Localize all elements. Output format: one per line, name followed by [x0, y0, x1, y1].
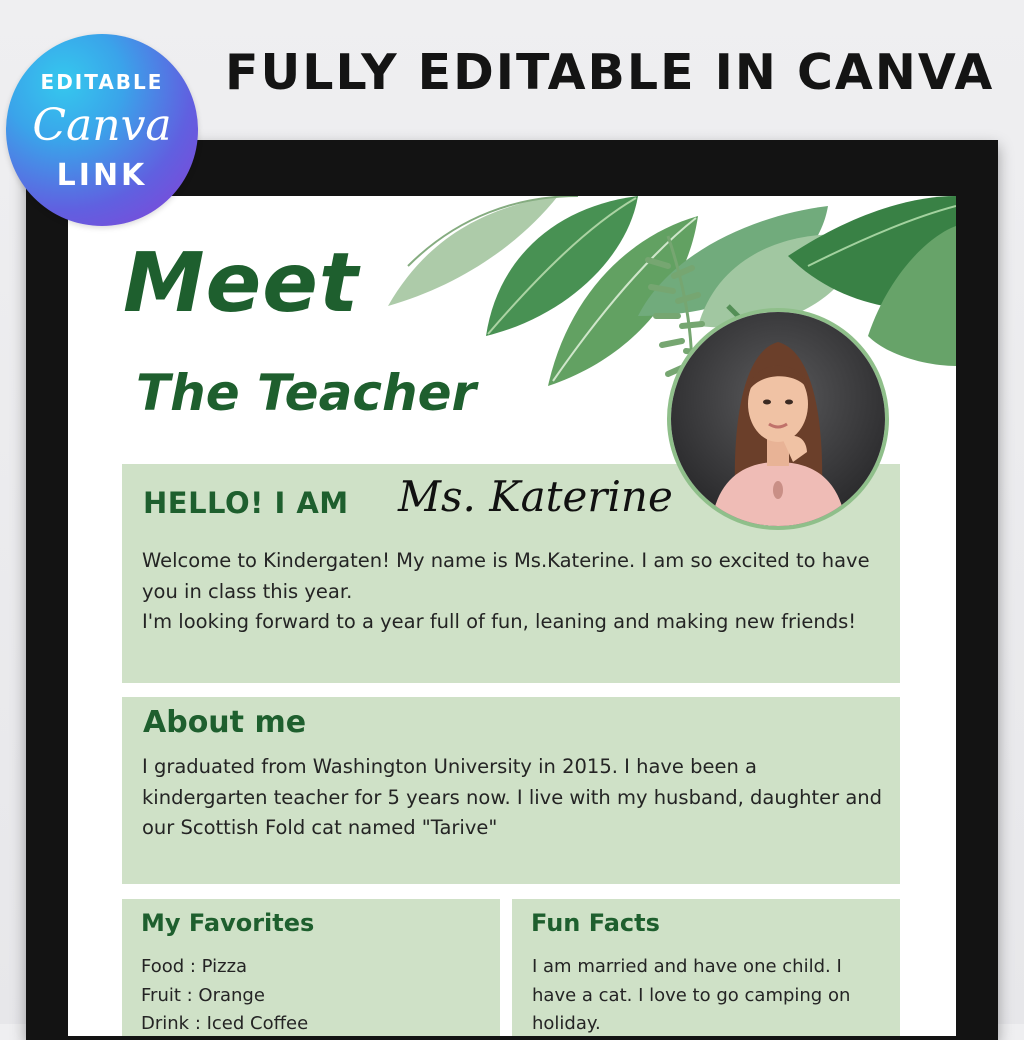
fun-facts-text: I am married and have one child. I have a cat. I love to go camping on holiday. [532, 956, 851, 1034]
fun-facts-panel [512, 899, 900, 1036]
badge-line-canva: Canva [32, 100, 172, 151]
teacher-signature: Ms. Katerine [398, 472, 673, 521]
about-heading: About me [143, 705, 307, 740]
fun-facts-heading: Fun Facts [531, 909, 660, 937]
about-text: I graduated from Washington University in 2015. I have been a kindergarten teacher for 5 years now. I live with my husband, daughter and our Scottish Fold cat named "Tarive" [142, 755, 883, 839]
title-the-teacher: The Teacher [136, 364, 477, 422]
teacher-portrait-photo [667, 308, 889, 530]
favorites-heading: My Favorites [141, 909, 315, 937]
title-meet: Meet [123, 236, 360, 331]
badge-line-link: LINK [56, 158, 148, 193]
headline: FULLY EDITABLE IN CANVA [225, 44, 995, 101]
hello-text: Welcome to Kindergaten! My name is Ms.Katerine. I am so excited to have you in class this year. I'm looking forward to a year full of fun, leaning and making new friends! [142, 549, 870, 633]
favorites-panel [122, 899, 500, 1036]
favorite-item-food: Food : Pizza [141, 956, 248, 977]
editable-canva-link-badge[interactable] [6, 34, 198, 226]
about-panel [122, 697, 900, 884]
poster-sheet [68, 196, 956, 1036]
favorite-item-drink: Drink : Iced Coffee [141, 1013, 309, 1034]
hello-heading: HELLO! I AM [143, 486, 349, 520]
badge-line-editable: EDITABLE [40, 70, 164, 94]
favorite-item-fruit: Fruit : Orange [141, 984, 265, 1006]
